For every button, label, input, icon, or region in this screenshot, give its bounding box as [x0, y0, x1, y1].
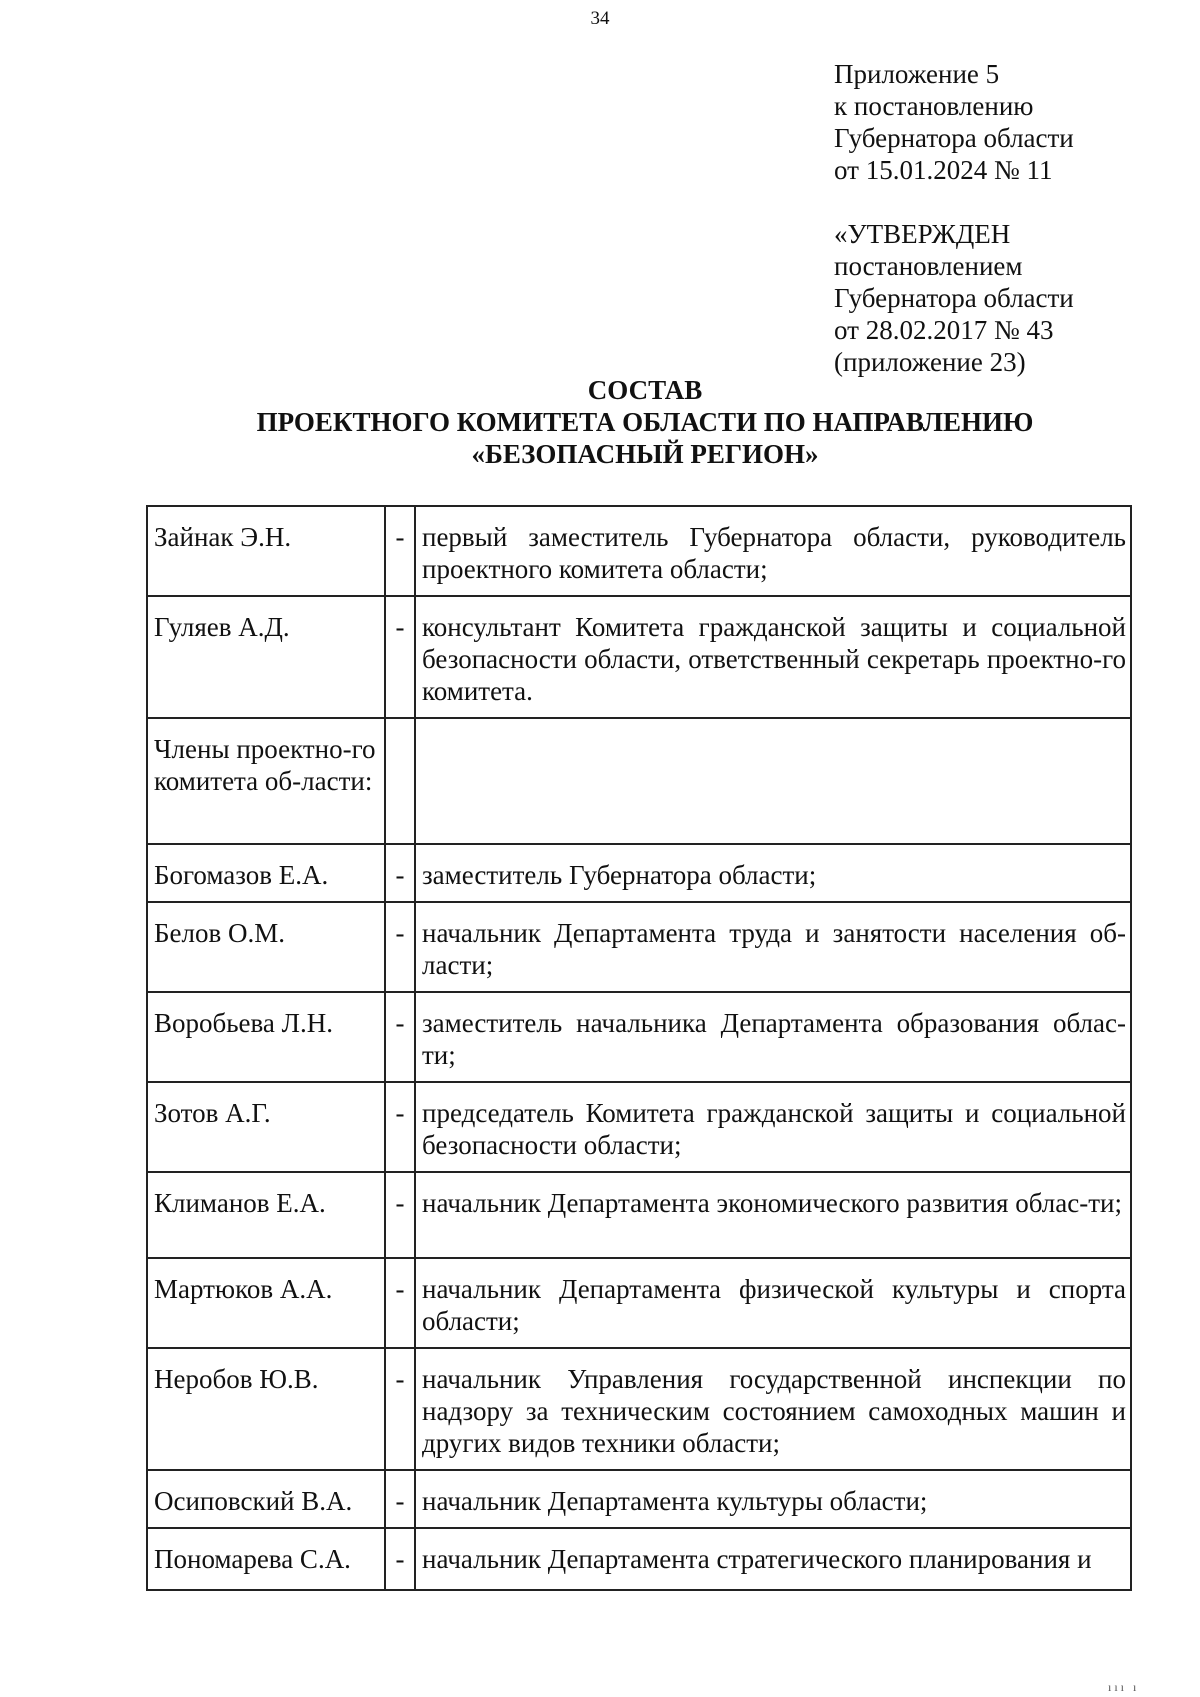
member-name-cell — [147, 1528, 385, 1590]
approved-line: от 28.02.2017 № 43 — [834, 315, 1054, 345]
member-name-cell — [147, 992, 385, 1082]
member-name: Осиповский В.А. — [154, 1486, 353, 1516]
approved-block — [834, 218, 1074, 378]
title-line: СОСТАВ — [587, 375, 703, 405]
member-name: Зайнак Э.Н. — [154, 522, 292, 552]
member-role: начальник Департамента труда и занятости населения об-ласти; — [415, 902, 1131, 992]
member-role: начальник Управления государственной инспекции по надзору за техническим состоянием самоходных машин и других видов техники области; — [415, 1348, 1131, 1470]
table-row — [147, 1172, 1131, 1258]
approved-line: (приложение 23) — [834, 347, 1026, 377]
member-role: консультант Комитета гражданской защиты и социальной безопасности области, ответственный секретарь проектно-го комитета. — [415, 596, 1131, 718]
table-row — [147, 1470, 1131, 1528]
member-role: начальник Департамента культуры области; — [415, 1470, 1131, 1528]
dash-cell: - — [385, 1348, 415, 1470]
member-role: начальник Департамента стратегического планирования и — [415, 1528, 1131, 1590]
member-name-cell — [147, 1258, 385, 1348]
dash-cell: - — [385, 506, 415, 596]
dash-cell: - — [385, 1258, 415, 1348]
member-role — [415, 718, 1131, 844]
member-name: Гуляев А.Д. — [154, 612, 290, 642]
member-role: заместитель Губернатора области; — [415, 844, 1131, 902]
table-row — [147, 844, 1131, 902]
member-role: заместитель начальника Департамента образования облас-ти; — [415, 992, 1131, 1082]
member-name-cell — [147, 1172, 385, 1258]
table-row — [147, 902, 1131, 992]
table-row — [147, 992, 1131, 1082]
member-name: Мартюков А.А. — [154, 1274, 333, 1304]
member-name-cell — [147, 506, 385, 596]
member-name: Богомазов Е.А. — [154, 860, 329, 890]
member-name: Белов О.М. — [154, 918, 285, 948]
table-row — [147, 506, 1131, 596]
approved-line: постановлением — [834, 251, 1023, 281]
table-row — [147, 718, 1131, 844]
dash-cell: - — [385, 1470, 415, 1528]
approved-line: Губернатора области — [834, 283, 1074, 313]
document-title — [0, 374, 1200, 470]
member-name-cell — [147, 844, 385, 902]
page-number: 34 — [590, 8, 610, 29]
member-role: председатель Комитета гражданской защиты и социальной безопасности области; — [415, 1082, 1131, 1172]
member-name: Пономарева С.А. — [154, 1544, 351, 1574]
dash-cell: - — [385, 1172, 415, 1258]
title-line: ПРОЕКТНОГО КОМИТЕТА ОБЛАСТИ ПО НАПРАВЛЕНИЮ — [256, 407, 1034, 437]
table-row — [147, 1348, 1131, 1470]
member-name: Неробов Ю.В. — [154, 1364, 319, 1394]
dash-cell: - — [385, 1082, 415, 1172]
member-name: Климанов Е.А. — [154, 1188, 326, 1218]
scan-corner-marks: ııı ı — [1108, 1680, 1140, 1694]
member-name-cell — [147, 902, 385, 992]
member-name: Воробьева Л.Н. — [154, 1008, 333, 1038]
table-row — [147, 596, 1131, 718]
dash-cell: - — [385, 844, 415, 902]
appendix-line: Приложение 5 — [834, 59, 1000, 89]
member-name: Зотов А.Г. — [154, 1098, 271, 1128]
member-name-cell — [147, 1348, 385, 1470]
member-role: начальник Департамента физической культуры и спорта области; — [415, 1258, 1131, 1348]
dash-cell: - — [385, 902, 415, 992]
table-row — [147, 1082, 1131, 1172]
member-name-cell — [147, 1082, 385, 1172]
approved-line: «УТВЕРЖДЕН — [834, 219, 1011, 249]
member-role: начальник Департамента экономического развития облас-ти; — [415, 1172, 1131, 1258]
appendix-block — [834, 58, 1074, 186]
appendix-line: от 15.01.2024 № 11 — [834, 155, 1053, 185]
member-name-cell — [147, 1470, 385, 1528]
dash-cell — [385, 718, 415, 844]
committee-members-table — [146, 505, 1132, 1591]
appendix-line: к постановлению — [834, 91, 1034, 121]
member-name-cell — [147, 718, 385, 844]
dash-cell: - — [385, 596, 415, 718]
appendix-line: Губернатора области — [834, 123, 1074, 153]
table-row — [147, 1528, 1131, 1590]
dash-cell: - — [385, 1528, 415, 1590]
dash-cell: - — [385, 992, 415, 1082]
member-role: первый заместитель Губернатора области, руководитель проектного комитета области; — [415, 506, 1131, 596]
table-row — [147, 1258, 1131, 1348]
members-heading: Члены проектно-го комитета об-ласти: — [154, 734, 376, 796]
member-name-cell — [147, 596, 385, 718]
title-line: «БЕЗОПАСНЫЙ РЕГИОН» — [471, 439, 819, 469]
